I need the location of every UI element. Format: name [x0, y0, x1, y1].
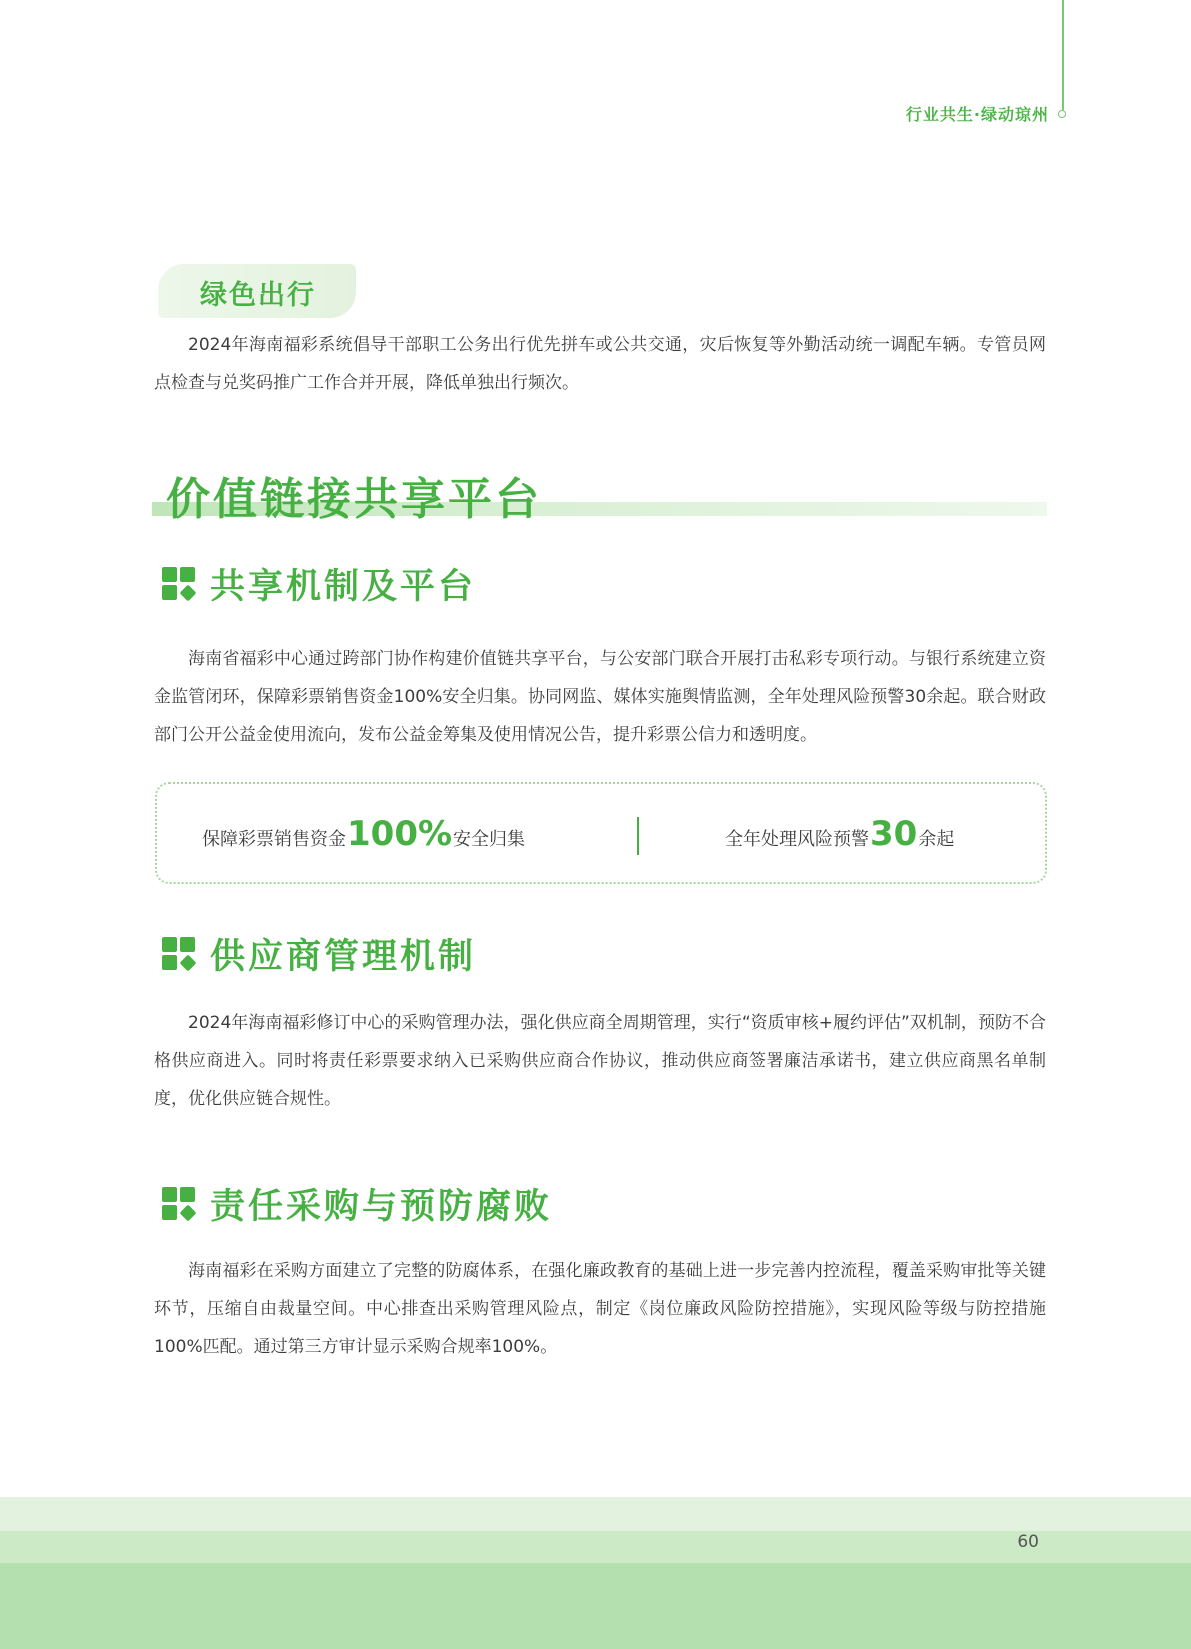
- four-squares-icon: [162, 937, 196, 971]
- sub-heading-responsible-procurement: [162, 1182, 552, 1226]
- stat-divider: [637, 817, 639, 855]
- four-squares-icon: [162, 567, 196, 601]
- page-number: 60: [1017, 1532, 1039, 1552]
- green-travel-tag: [158, 264, 356, 318]
- stat-suffix: 余起: [918, 829, 955, 850]
- footer-band: [0, 1531, 1191, 1563]
- footer-band: [0, 1563, 1191, 1649]
- footer-band: [0, 1497, 1191, 1531]
- sub-heading-title: 共享机制及平台: [210, 567, 477, 607]
- shared-mechanism-paragraph: 海南省福彩中心通过跨部门协作构建价值链共享平台，与公安部门联合开展打击私彩专项行动。与银行系统建立资金监管闭环，保障彩票销售资金100%安全归集。协同网监、媒体实施舆情监测，全年处理风险预警30余起。联合财政部门公开公益金使用流向，发布公益金筹集及使用情况公告，提升彩票公信力和透明度。: [154, 649, 1046, 745]
- sub-heading-title: 供应商管理机制: [210, 937, 477, 977]
- sub-heading-shared-mechanism: [162, 562, 476, 606]
- running-header: 行业共生·绿动琼州: [905, 105, 1049, 124]
- sub-heading-supplier-management: [162, 932, 476, 976]
- stat-value: 30: [870, 814, 918, 854]
- supplier-management-paragraph: 2024年海南福彩修订中心的采购管理办法，强化供应商全周期管理，实行“资质审核+履约评估”双机制，预防不合格供应商进入。同时将责任彩票要求纳入已采购供应商合作协议，推动供应商签署廉洁承诺书，建立供应商黑名单制度，优化供应链合规性。: [154, 1013, 1046, 1109]
- stat-risk-warning: [725, 814, 954, 854]
- green-travel-paragraph: 2024年海南福彩系统倡导干部职工公务出行优先拼车或公共交通，灾后恢复等外勤活动统一调配车辆。专管员网点检查与兑奖码推广工作合并开展，降低单独出行频次。: [154, 335, 1046, 393]
- sub-heading-title: 责任采购与预防腐败: [210, 1187, 553, 1227]
- four-squares-icon: [162, 1187, 196, 1221]
- stat-prefix: 保障彩票销售资金: [202, 829, 346, 850]
- responsible-procurement-paragraph: 海南福彩在采购方面建立了完整的防腐体系，在强化廉政教育的基础上进一步完善内控流程，覆盖采购审批等关键环节，压缩自由裁量空间。中心排查出采购管理风险点，制定《岗位廉政风险防控措施》，实现风险等级与防控措施100%匹配。通过第三方审计显示采购合规率100%。: [154, 1261, 1046, 1357]
- section-title: 价值链接共享平台: [166, 474, 542, 525]
- green-travel-tag-label: 绿色出行: [200, 280, 316, 311]
- header-vertical-rule: [1062, 0, 1064, 110]
- stat-prefix: 全年处理风险预警: [725, 829, 869, 850]
- header-rule-dot: [1058, 110, 1066, 118]
- stat-suffix: 安全归集: [453, 829, 526, 850]
- stat-value: 100%: [347, 814, 453, 854]
- stats-box: [155, 782, 1047, 884]
- stat-fund-safety: [202, 814, 525, 854]
